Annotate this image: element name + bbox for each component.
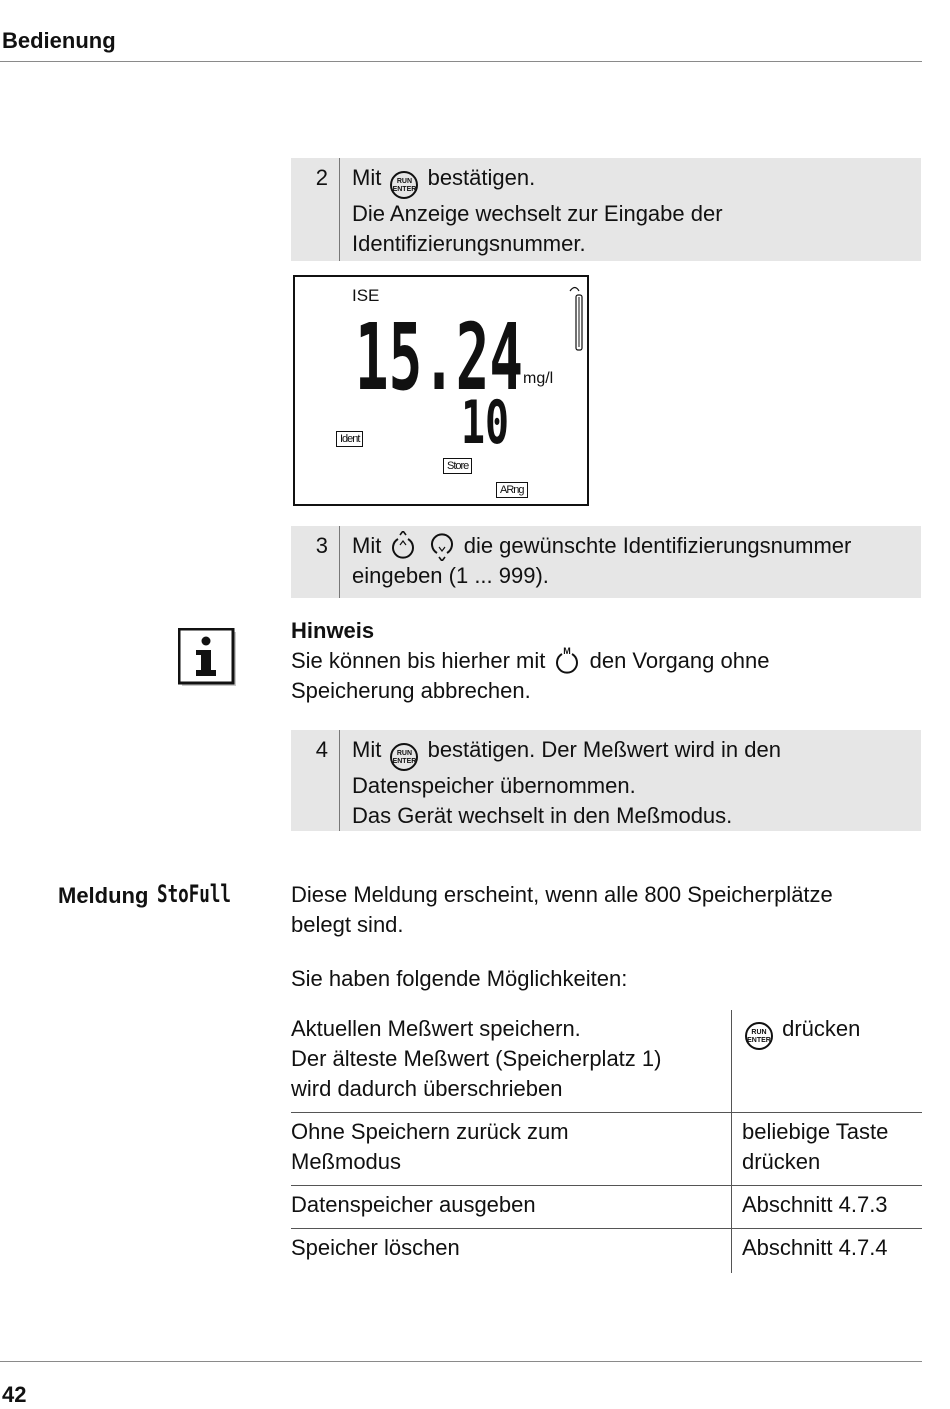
arng-indicator: ARng	[496, 482, 528, 498]
step-number: 2	[291, 158, 340, 261]
option-action: Ohne Speichern zurück zum Meßmodus	[291, 1113, 732, 1186]
step-number: 4	[291, 730, 340, 831]
step-text: Identifizierungsnummer.	[352, 231, 586, 256]
lcd-unit-label: mg/l	[523, 370, 554, 387]
meldung-label: Meldung	[58, 883, 149, 908]
lcd-main-value	[355, 317, 525, 397]
meldung-text: belegt sind.	[291, 912, 404, 937]
run-enter-key-icon: RUN ENTER	[390, 743, 418, 771]
table-row	[291, 1113, 922, 1186]
option-result: beliebige Taste drücken	[732, 1113, 923, 1186]
option-action: Datenspeicher ausgeben	[291, 1186, 732, 1229]
table-row	[291, 1186, 922, 1229]
note-block	[291, 616, 769, 706]
step-text: Mit	[352, 533, 382, 558]
step-text: die gewünschte Identifizierungsnummer	[463, 533, 852, 558]
lcd-mode-label: ISE	[352, 286, 380, 305]
note-text: Sie können bis hierher mit	[291, 648, 546, 673]
table-row	[291, 1229, 922, 1274]
ident-indicator: Ident	[336, 431, 363, 447]
step-text: Mit	[352, 165, 382, 190]
note-text: Speicherung abbrechen.	[291, 678, 531, 703]
info-icon	[178, 628, 238, 686]
run-enter-key-icon: RUN ENTER	[390, 171, 418, 199]
step-text: Die Anzeige wechselt zur Eingabe der	[352, 201, 723, 226]
options-intro: Sie haben folgende Möglichkeiten:	[291, 966, 628, 991]
step-text: Mit	[352, 737, 382, 762]
electrode-icon	[567, 283, 585, 353]
lcd-main-value-text: 15.24	[355, 317, 523, 397]
lcd-ident-number	[461, 395, 511, 447]
meldung-description	[291, 880, 833, 940]
header-divider	[0, 61, 922, 62]
section-title: Bedienung	[2, 28, 116, 53]
run-enter-key-icon: RUN ENTER	[745, 1022, 773, 1050]
m-key-icon	[553, 646, 581, 676]
up-arrow-key-icon	[389, 531, 417, 561]
lcd-display	[293, 275, 589, 506]
step-text: Datenspeicher übernommen.	[352, 773, 636, 798]
step-text: Das Gerät wechselt in den Meßmodus.	[352, 803, 733, 828]
option-action: Speicher löschen	[291, 1229, 732, 1274]
step-number: 3	[291, 526, 340, 598]
step-text: bestätigen. Der Meßwert wird in den	[427, 737, 781, 762]
step-text: eingeben (1 ... 999).	[352, 563, 549, 588]
svg-text:M: M	[563, 646, 572, 656]
option-result: Abschnitt 4.7.3	[732, 1186, 923, 1229]
footer-divider	[0, 1361, 922, 1362]
meldung-heading	[58, 880, 233, 909]
page-number: 42	[2, 1382, 27, 1407]
note-text: den Vorgang ohne	[589, 648, 770, 673]
stofull-lcd-code	[155, 880, 233, 906]
options-table	[291, 1010, 922, 1273]
note-title: Hinweis	[291, 618, 375, 643]
option-result: RUN ENTER drücken	[732, 1010, 923, 1113]
option-result: Abschnitt 4.7.4	[732, 1229, 923, 1274]
store-indicator: Store	[443, 458, 472, 474]
table-row	[291, 1010, 922, 1113]
step-4	[291, 730, 921, 831]
lcd-ident-number-text: 10	[461, 395, 509, 447]
step-3	[291, 526, 921, 598]
option-action: Aktuellen Meßwert speichern. Der älteste Meßwert (Speicherplatz 1) wird dadurch überschrieben	[291, 1010, 732, 1113]
down-arrow-key-icon	[428, 531, 456, 561]
step-text: bestätigen.	[427, 165, 536, 190]
step-2	[291, 158, 921, 261]
stofull-lcd-code-text: StoFull	[156, 880, 231, 906]
meldung-text: Diese Meldung erscheint, wenn alle 800 Speicherplätze	[291, 882, 833, 907]
